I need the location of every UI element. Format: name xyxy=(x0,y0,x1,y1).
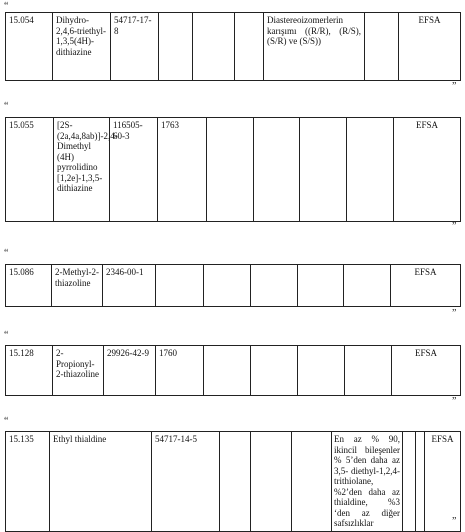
fl-no-cell: 15.054 xyxy=(6,13,53,81)
source-cell: EFSA xyxy=(391,265,461,307)
remarks-cell: En az % 90, ikincil bileşenler % 5’den daha az 3,5- diethyl-1,2,4-trithiolane, %2’den daha az thialdine, %3 ‘den az diğer safsızlıklar xyxy=(332,432,403,532)
source-cell: EFSA xyxy=(394,118,461,222)
footnote-cell xyxy=(344,265,391,307)
coe-no-cell xyxy=(204,346,251,396)
table-row xyxy=(6,265,461,307)
remarks-cell xyxy=(298,346,345,396)
cas-no-cell: 54717-14-5 xyxy=(152,432,220,532)
open-quote: “ xyxy=(4,248,9,259)
source-cell: EFSA xyxy=(392,346,461,396)
cas-no-cell: 116505-60-3 xyxy=(110,118,158,222)
jecfa-no-cell: 1763 xyxy=(158,118,207,222)
jecfa-no-cell xyxy=(220,432,251,532)
fl-no-cell: 15.128 xyxy=(6,346,53,396)
table-row xyxy=(6,118,461,222)
chemical-name-cell: [2S-(2a,4a,8ab)]-2,4-Dimethyl (4H) pyrrolidino [1,2e]-1,3,5-dithiazine xyxy=(54,118,110,222)
table-row xyxy=(6,13,461,81)
footnote-cell xyxy=(345,346,392,396)
register-table-15135 xyxy=(5,431,461,532)
chemical-name-cell: Dihydro-2,4,6-triethyl-1,3,5(4H)-dithiazine xyxy=(53,13,111,81)
open-quote: “ xyxy=(4,416,9,427)
table-row xyxy=(6,432,461,532)
close-quote: ” xyxy=(452,396,457,407)
table-row xyxy=(6,346,461,396)
jecfa-no-cell xyxy=(156,265,204,307)
footnote-cell xyxy=(403,432,416,532)
register-table-15128 xyxy=(5,345,461,396)
open-quote: “ xyxy=(4,330,9,341)
coe-no-cell xyxy=(193,13,235,81)
purity-cell xyxy=(254,118,300,222)
purity-cell xyxy=(251,346,298,396)
close-quote: ” xyxy=(452,81,457,92)
source-cell: EFSA xyxy=(399,13,461,81)
purity-cell xyxy=(292,432,332,532)
close-quote: ” xyxy=(452,221,457,232)
remarks-cell xyxy=(300,118,347,222)
register-table-15086 xyxy=(5,264,461,307)
fl-no-cell: 15.135 xyxy=(6,432,50,532)
source-cell: EFSA xyxy=(425,432,461,532)
remarks-cell: Diastereoizomerlerin karışımı ((R/R), (R/S), (S/R) ve (S/S)) xyxy=(264,13,365,81)
chemical-name-cell: 2-Propionyl-2-thiazoline xyxy=(53,346,104,396)
coe-no-cell xyxy=(204,265,251,307)
register-table-15054 xyxy=(5,12,461,81)
remarks-cell xyxy=(298,265,344,307)
open-quote: “ xyxy=(4,1,9,12)
register-table-15055 xyxy=(5,117,461,222)
fl-no-cell: 15.055 xyxy=(6,118,54,222)
coe-no-cell xyxy=(207,118,254,222)
cas-no-cell: 2346-00-1 xyxy=(103,265,156,307)
close-quote: ” xyxy=(452,516,457,527)
jecfa-no-cell: 1760 xyxy=(156,346,204,396)
chemical-name-cell: 2-Methyl-2-thiazoline xyxy=(52,265,103,307)
footnote-cell xyxy=(347,118,394,222)
fl-no-cell: 15.086 xyxy=(6,265,52,307)
close-quote: ” xyxy=(452,308,457,319)
blank-cell xyxy=(416,432,425,532)
purity-cell xyxy=(251,265,298,307)
coe-no-cell xyxy=(251,432,292,532)
cas-no-cell: 29926-42-9 xyxy=(104,346,156,396)
jecfa-no-cell xyxy=(159,13,193,81)
chemical-name-cell: Ethyl thialdine xyxy=(50,432,152,532)
open-quote: “ xyxy=(4,101,9,112)
footnote-cell xyxy=(365,13,399,81)
cas-no-cell: 54717-17-8 xyxy=(111,13,159,81)
purity-cell xyxy=(235,13,264,81)
